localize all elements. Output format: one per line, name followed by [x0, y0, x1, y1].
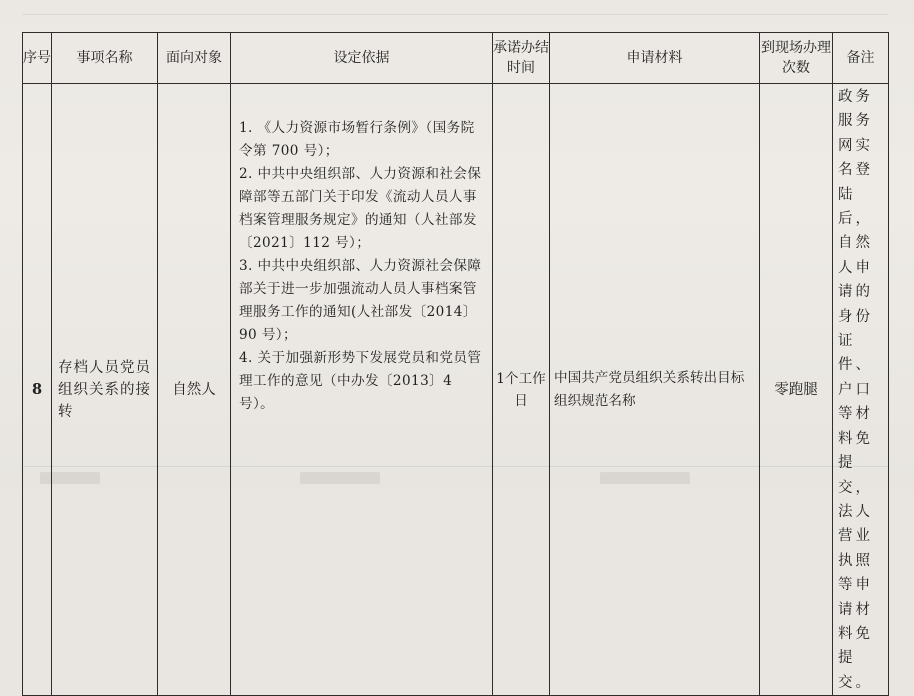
basis-item-4: 4. 关于加强新形势下发展党员和党员管理工作的意见（中办发〔2013〕4号）。 — [239, 350, 482, 412]
header-materials: 申请材料 — [550, 33, 760, 84]
header-time: 承诺办结时间 — [493, 33, 550, 84]
cell-item-name: 存档人员党员组织关系的接转 — [52, 84, 158, 696]
service-items-table — [22, 32, 889, 696]
header-seq: 序号 — [23, 33, 52, 84]
cell-basis — [231, 84, 493, 696]
cell-target: 自然人 — [158, 84, 231, 696]
header-visits: 到现场办理次数 — [760, 33, 833, 84]
table-row — [23, 84, 889, 696]
cell-seq: 8 — [23, 84, 52, 696]
header-basis: 设定依据 — [231, 33, 493, 84]
cell-time: 1个工作日 — [493, 84, 550, 696]
cell-visits: 零跑腿 — [760, 84, 833, 696]
header-target: 面向对象 — [158, 33, 231, 84]
cell-remark: 政务服务网实名登陆后，自然人申请的身份证件、户口等材料免提交，法人营业执照等申请材料免提交。 — [833, 84, 889, 696]
basis-item-1: 1. 《人力资源市场暂行条例》（国务院令第 700 号）； — [239, 120, 475, 159]
header-remark: 备注 — [833, 33, 889, 84]
basis-item-3: 3. 中共中央组织部、人力资源社会保障部关于进一步加强流动人员人事档案管理服务工作的通知(人社部发〔2014〕90 号）； — [239, 258, 482, 343]
header-item-name: 事项名称 — [52, 33, 158, 84]
basis-item-2: 2. 中共中央组织部、人力资源和社会保障部等五部门关于印发《流动人员人事档案管理服务规定》的通知（人社部发〔2021〕112 号）； — [239, 166, 482, 251]
header-row — [23, 33, 889, 84]
cell-materials: 中国共产党员组织关系转出目标组织规范名称 — [550, 84, 760, 696]
background-line — [22, 14, 888, 15]
